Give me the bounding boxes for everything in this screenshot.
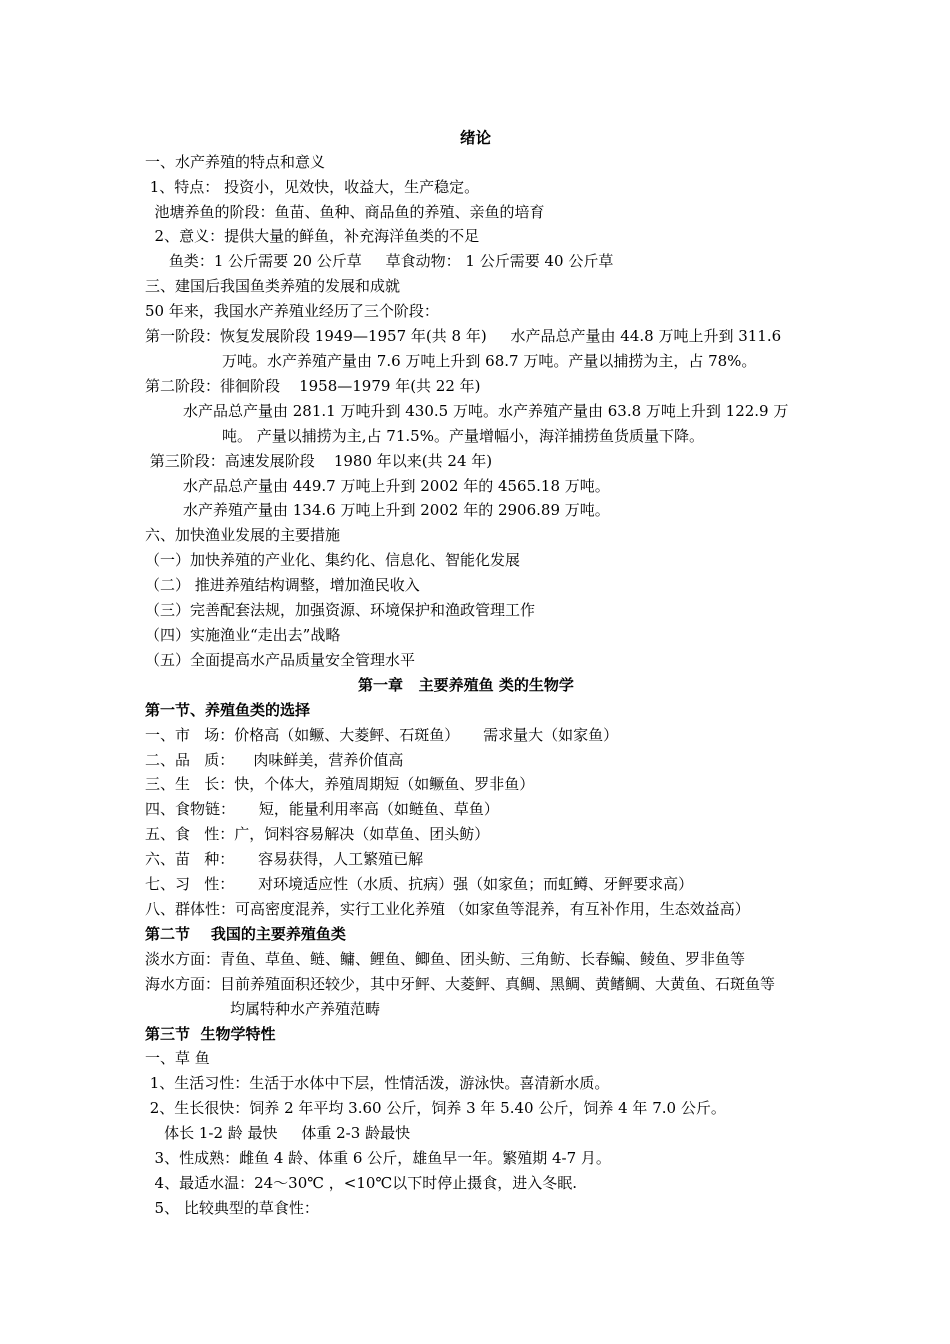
text-line: 三、建国后我国鱼类养殖的发展和成就 [145,277,401,295]
text-line: （四）实施渔业“走出去”战略 [145,626,341,644]
page-title: 绪论 [460,129,492,147]
text-line: 均属特种水产养殖范畴 [230,1000,381,1018]
text-line: 水产品总产量由 281.1 万吨升到 430.5 万吨。水产养殖产量由 63.8 万吨上升到 122.9 万 [183,402,789,420]
text-line: 八、群体性：可高密度混养，实行工业化养殖 （如家鱼等混养，有互补作用，生态效益高） [145,900,750,918]
chapter-title: 第一章 主要养殖鱼 类的生物学 [358,676,574,694]
text-line: 万吨。水产养殖产量由 7.6 万吨上升到 68.7 万吨。产量以捕捞为主，占 78%。 [222,352,757,370]
text-line: 2、生长很快：饲养 2 年平均 3.60 公斤，饲养 3 年 5.40 公斤，饲养 4 年 7.0 公斤。 [145,1099,726,1117]
text-line: 五、食 性：广，饲料容易解决（如草鱼、团头鲂） [145,825,490,843]
text-line: 体长 1-2 龄 最快 体重 2-3 龄最快 [145,1124,411,1142]
text-line: 4、最适水温：24～30℃ ，<10℃以下时停止摄食，进入冬眠. [145,1174,578,1192]
text-line: 七、习 性： 对环境适应性（水质、抗病）强（如家鱼；而虹鳟、牙鲆要求高） [145,875,694,893]
text-line: 第二阶段：徘徊阶段 1958—1979 年(共 22 年) [145,377,481,395]
text-line: 1、生活习性：生活于水体中下层，性情活泼，游泳快。喜清新水质。 [145,1074,610,1092]
text-line: 3、性成熟：雌鱼 4 龄、体重 6 公斤，雄鱼早一年。繁殖期 4-7 月。 [145,1149,611,1167]
text-line: （一）加快养殖的产业化、集约化、信息化、智能化发展 [145,551,521,569]
text-line: 5、 比较典型的草食性： [145,1199,319,1217]
text-line: 六、加快渔业发展的主要措施 [145,526,341,544]
text-line: 海水方面：目前养殖面积还较少，其中牙鲆、大菱鲆、真鲷、黑鲷、黄鳍鲷、大黄鱼、石斑鱼等 [145,975,776,993]
text-line: 四、食物链： 短，能量利用率高（如鲢鱼、草鱼） [145,800,499,818]
text-line: （三）完善配套法规，加强资源、环境保护和渔政管理工作 [145,601,536,619]
section-title: 第一节、养殖鱼类的选择 [145,701,311,719]
section-title: 第二节 我国的主要养殖鱼类 [145,925,346,943]
text-line: 淡水方面：青鱼、草鱼、鲢、鳙、鲤鱼、鲫鱼、团头鲂、三角鲂、长春鳊、鲮鱼、罗非鱼等 [145,950,746,968]
text-line: 水产品总产量由 449.7 万吨上升到 2002 年的 4565.18 万吨。 [183,477,610,495]
text-line: 三、生 长：快，个体大，养殖周期短（如鳜鱼、罗非鱼） [145,775,535,793]
text-line: 水产养殖产量由 134.6 万吨上升到 2002 年的 2906.89 万吨。 [183,501,610,519]
text-line: 一、草 鱼 [145,1049,210,1067]
text-line: 第三阶段：高速发展阶段 1980 年以来(共 24 年) [145,452,493,470]
text-line: 鱼类：1 公斤需要 20 公斤草 草食动物： 1 公斤需要 40 公斤草 [145,252,614,270]
text-line: （二） 推进养殖结构调整，增加渔民收入 [145,576,420,594]
text-line: 二、品 质： 肉味鲜美，营养价值高 [145,751,404,769]
text-line: 吨。 产量以捕捞为主,占 71.5%。产量增幅小，海洋捕捞鱼货质量下降。 [222,427,704,445]
text-line: 50 年来，我国水产养殖业经历了三个阶段： [145,302,439,320]
text-line: 六、苗 种： 容易获得，人工繁殖已解 [145,850,424,868]
section-title: 第三节 生物学特性 [145,1025,276,1043]
text-line: 一、水产养殖的特点和意义 [145,153,326,171]
text-line: 1、特点： 投资小，见效快，收益大，生产稳定。 [145,178,480,196]
text-line: 池塘养鱼的阶段：鱼苗、鱼种、商品鱼的养殖、亲鱼的培育 [145,203,545,221]
text-line: 2、意义：提供大量的鲜鱼，补充海洋鱼类的不足 [145,227,480,245]
text-line: （五）全面提高水产品质量安全管理水平 [145,651,416,669]
text-line: 第一阶段：恢复发展阶段 1949—1957 年(共 8 年) 水产品总产量由 44.8 万吨上升到 311.6 [145,327,782,345]
text-line: 一、市 场：价格高（如鳜、大菱鲆、石斑鱼） 需求量大（如家鱼） [145,726,619,744]
